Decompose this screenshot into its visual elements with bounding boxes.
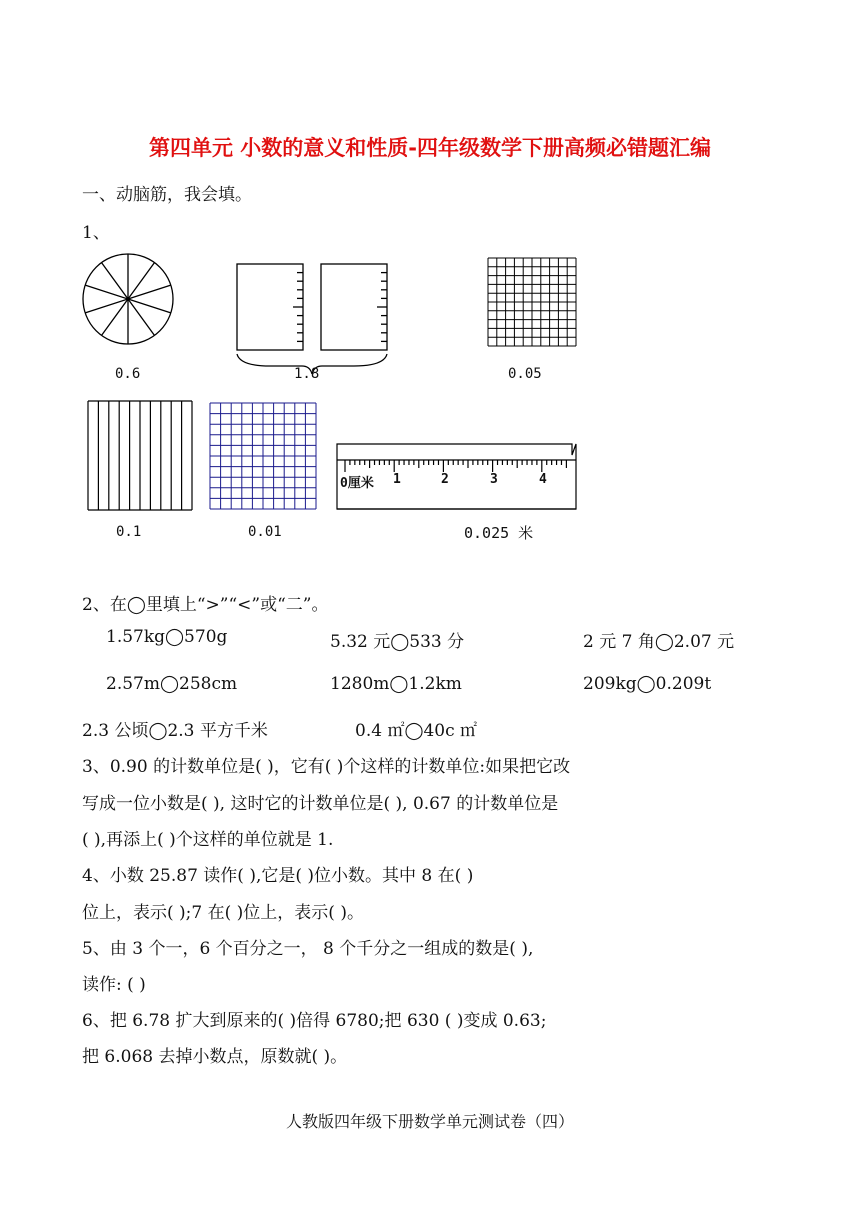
- compare-item: 2.3 公顷◯2.3 平方千米: [82, 721, 268, 741]
- circle-spoke: [128, 299, 154, 335]
- hundred-grid-figure-small: [488, 258, 576, 346]
- circle-spoke: [85, 285, 128, 299]
- figure-label: 0.05: [508, 366, 542, 382]
- figure-label: 0.1: [116, 524, 142, 540]
- figure-label: 1.8: [294, 366, 320, 382]
- compare-item: 5.32 元◯533 分: [330, 632, 465, 652]
- ruler-label-3: 3: [490, 472, 498, 487]
- compare-item: 1.57kg◯570g: [106, 627, 228, 647]
- ruler-label-4: 4: [539, 472, 547, 487]
- circle-spoke: [128, 285, 171, 299]
- question-6-line: 6、把 6.78 扩大到原来的( )倍得 6780;把 630 ( )变成 0.63;: [82, 1011, 547, 1031]
- section-heading: 一、动脑筋，我会填。: [82, 185, 252, 205]
- circle-spoke: [128, 299, 171, 313]
- question-2-prompt: 2、在◯里填上“>”“<”或“二”。: [82, 595, 329, 615]
- compare-item: 2 元 7 角◯2.07 元: [583, 632, 735, 652]
- ruler-label-1: 1: [393, 472, 401, 487]
- question-5-line: 读作: ( ): [82, 975, 146, 995]
- question-6-line: 把 6.068 去掉小数点，原数就( )。: [82, 1047, 348, 1067]
- two-rectangles-figure: [237, 264, 387, 374]
- compare-item: 2.57m◯258cm: [106, 674, 238, 694]
- circle-spoke: [102, 299, 128, 335]
- question-3-line: 写成一位小数是( ), 这时它的计数单位是( ), 0.67 的计数单位是: [82, 794, 559, 814]
- circle-spoke: [102, 263, 128, 299]
- question-4-line: 4、小数 25.87 读作( ),它是( )位小数。其中 8 在( ): [82, 866, 474, 886]
- circle-spoke: [128, 263, 154, 299]
- question-3-line: ( ),再添上( )个这样的单位就是 1.: [82, 830, 334, 850]
- question-1-number: 1、: [82, 223, 110, 243]
- page-footer: 人教版四年级下册数学单元测试卷（四）: [285, 1112, 574, 1131]
- figure-label: 0.01: [248, 524, 282, 540]
- figure-label: 0.6: [115, 366, 141, 382]
- question-3-line: 3、0.90 的计数单位是( )，它有( )个这样的计数单位:如果把它改: [82, 757, 571, 777]
- circle-tenths-figure: [83, 254, 173, 344]
- compare-item: 1280m◯1.2km: [330, 674, 462, 694]
- figure-label: 0.025 米: [464, 524, 534, 542]
- circle-spoke: [85, 299, 128, 313]
- question-5-line: 5、由 3 个一，6 个百分之一， 8 个千分之一组成的数是( ),: [82, 939, 534, 959]
- question-4-line: 位上，表示( );7 在( )位上，表示( )。: [82, 903, 364, 923]
- page-title: 第四单元 小数的意义和性质-四年级数学下册高频必错题汇编: [148, 136, 712, 160]
- compare-item: 209kg◯0.209t: [583, 674, 712, 694]
- tenths-strip-figure: [88, 401, 192, 510]
- hundredths-grid-figure: [210, 403, 316, 509]
- ruler-label-2: 2: [441, 472, 449, 487]
- compare-item: 0.4 ㎡◯40c ㎡: [355, 721, 478, 741]
- ruler-label-0: 0厘米: [340, 476, 374, 491]
